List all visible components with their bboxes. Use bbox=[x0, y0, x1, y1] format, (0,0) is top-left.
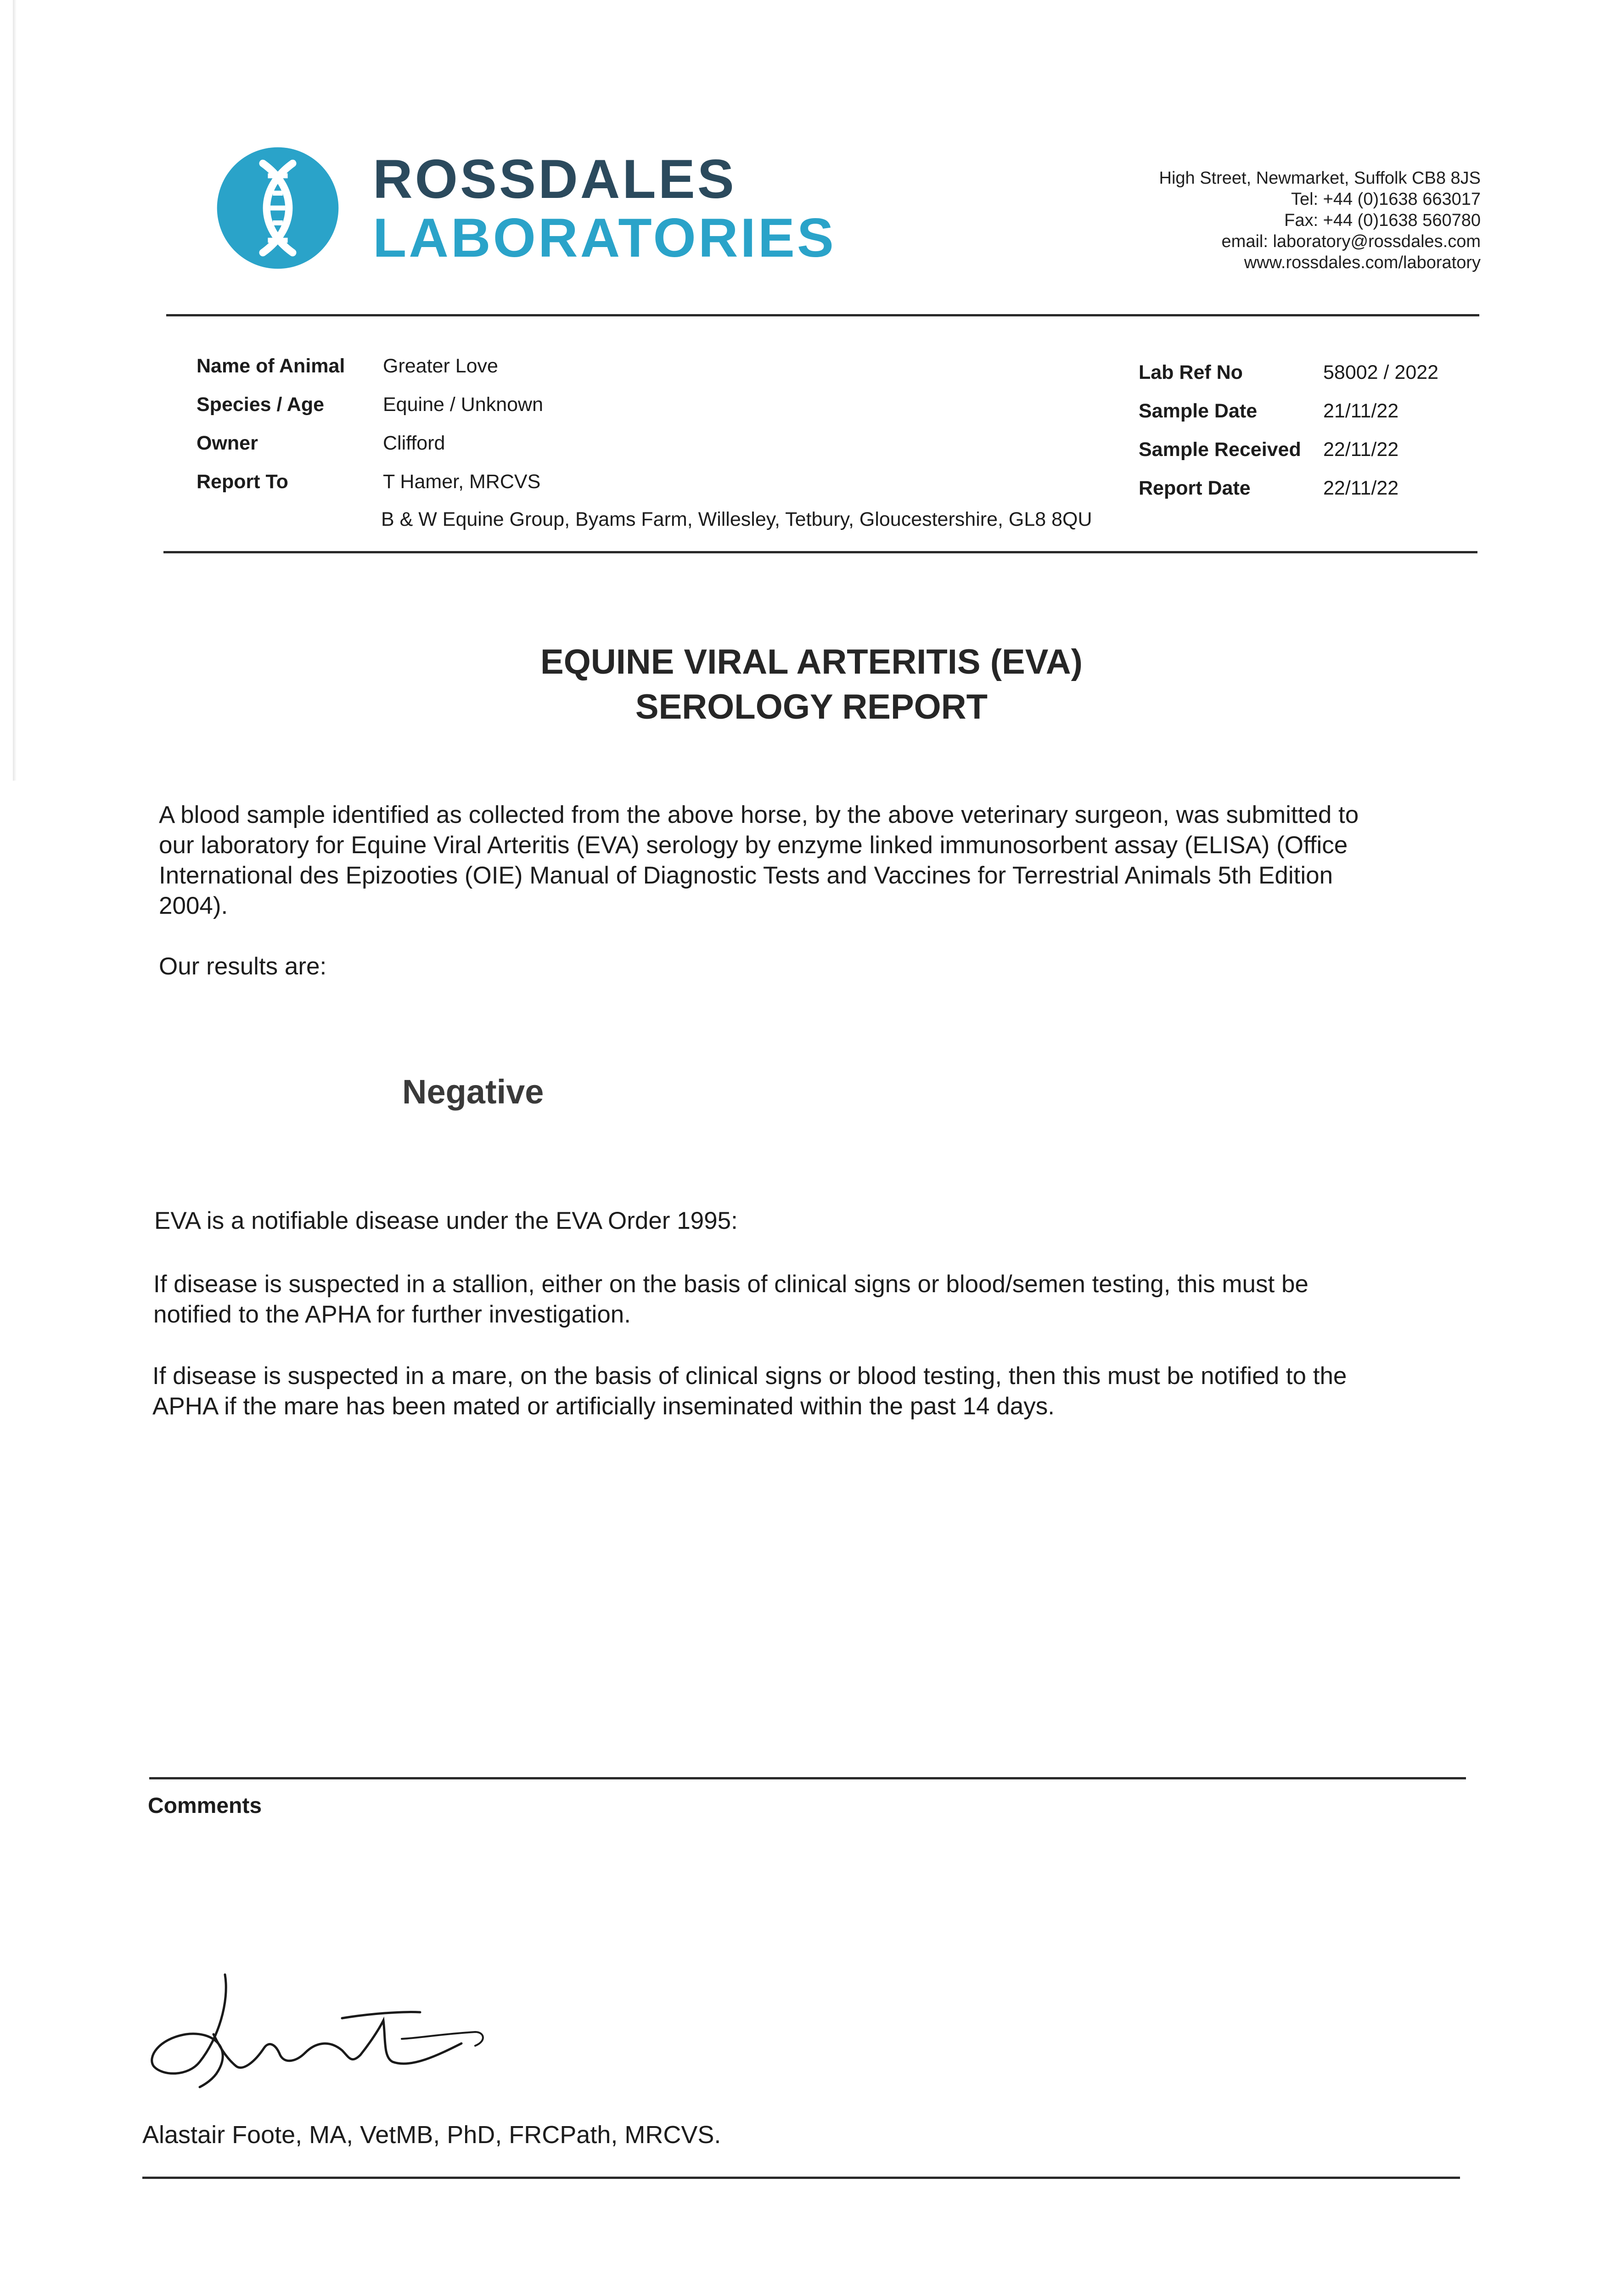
lab-ref-value: 58002 / 2022 bbox=[1323, 361, 1439, 383]
contact-block bbox=[1159, 168, 1481, 273]
species-age-value: Equine / Unknown bbox=[383, 394, 543, 416]
mare-line-2: APHA if the mare has been mated or artificially inseminated within the past 14 days. bbox=[152, 1393, 1055, 1420]
stallion-paragraph bbox=[153, 1269, 1309, 1330]
report-to-label: Report To bbox=[197, 471, 288, 493]
lab-ref-label: Lab Ref No bbox=[1139, 361, 1243, 383]
contact-address: High Street, Newmarket, Suffolk CB8 8JS bbox=[1159, 169, 1481, 188]
contact-email: email: laboratory@rossdales.com bbox=[1221, 232, 1481, 251]
animal-name-label: Name of Animal bbox=[197, 355, 345, 377]
brand-name-line1: ROSSDALES bbox=[373, 148, 736, 210]
intro-line-2: our laboratory for Equine Viral Arteritis (EVA) serology by enzyme linked immunosorbent assay (ELISA) (Office bbox=[159, 832, 1348, 859]
report-to-value: T Hamer, MRCVS bbox=[383, 471, 541, 493]
sample-date-label: Sample Date bbox=[1139, 400, 1258, 422]
animal-name-value: Greater Love bbox=[383, 355, 498, 377]
dna-logo-icon bbox=[216, 146, 340, 270]
owner-value: Clifford bbox=[383, 432, 445, 454]
stallion-line-1: If disease is suspected in a stallion, either on the basis of clinical signs or blood/semen testing, this must be bbox=[153, 1271, 1309, 1298]
notifiable-statement: EVA is a notifiable disease under the EVA Order 1995: bbox=[154, 1207, 738, 1234]
mare-line-1: If disease is suspected in a mare, on the basis of clinical signs or blood testing, then this must be notified to the bbox=[152, 1362, 1347, 1390]
test-result: Negative bbox=[402, 1073, 544, 1111]
intro-paragraph bbox=[159, 800, 1359, 921]
brand-name-line2: LABORATORIES bbox=[373, 207, 836, 269]
header-divider bbox=[166, 314, 1479, 316]
owner-label: Owner bbox=[197, 432, 258, 454]
stallion-line-2: notified to the APHA for further investigation. bbox=[153, 1301, 631, 1328]
comments-label: Comments bbox=[148, 1794, 262, 1818]
species-age-label: Species / Age bbox=[197, 394, 325, 416]
report-title-line1: EQUINE VIRAL ARTERITIS (EVA) bbox=[540, 642, 1083, 681]
signer-name: Alastair Foote, MA, VetMB, PhD, FRCPath, MRCVS. bbox=[142, 2121, 721, 2149]
comments-divider bbox=[149, 1777, 1466, 1779]
sample-date-value: 21/11/22 bbox=[1323, 400, 1399, 422]
intro-line-3: International des Epizooties (OIE) Manual of Diagnostic Tests and Vaccines for Terrestrial Animals 5th Edition bbox=[159, 862, 1333, 889]
contact-tel: Tel: +44 (0)1638 663017 bbox=[1291, 190, 1481, 209]
signature-image bbox=[145, 1970, 494, 2094]
sample-received-value: 22/11/22 bbox=[1323, 439, 1399, 461]
contact-website: www.rossdales.com/laboratory bbox=[1244, 253, 1481, 272]
report-date-label: Report Date bbox=[1139, 477, 1251, 499]
sample-received-label: Sample Received bbox=[1139, 439, 1301, 461]
contact-fax: Fax: +44 (0)1638 560780 bbox=[1284, 211, 1481, 230]
intro-line-4: 2004). bbox=[159, 892, 228, 919]
report-title-line2: SEROLOGY REPORT bbox=[635, 687, 988, 726]
mare-paragraph bbox=[152, 1361, 1347, 1422]
report-date-value: 22/11/22 bbox=[1323, 477, 1399, 499]
results-intro: Our results are: bbox=[159, 953, 327, 980]
footer-divider bbox=[142, 2177, 1460, 2179]
report-to-address: B & W Equine Group, Byams Farm, Willesley, Tetbury, Gloucestershire, GL8 8QU bbox=[381, 508, 1092, 530]
intro-line-1: A blood sample identified as collected from the above horse, by the above veterinary surgeon, was submitted to bbox=[159, 801, 1359, 828]
details-divider bbox=[163, 551, 1477, 553]
